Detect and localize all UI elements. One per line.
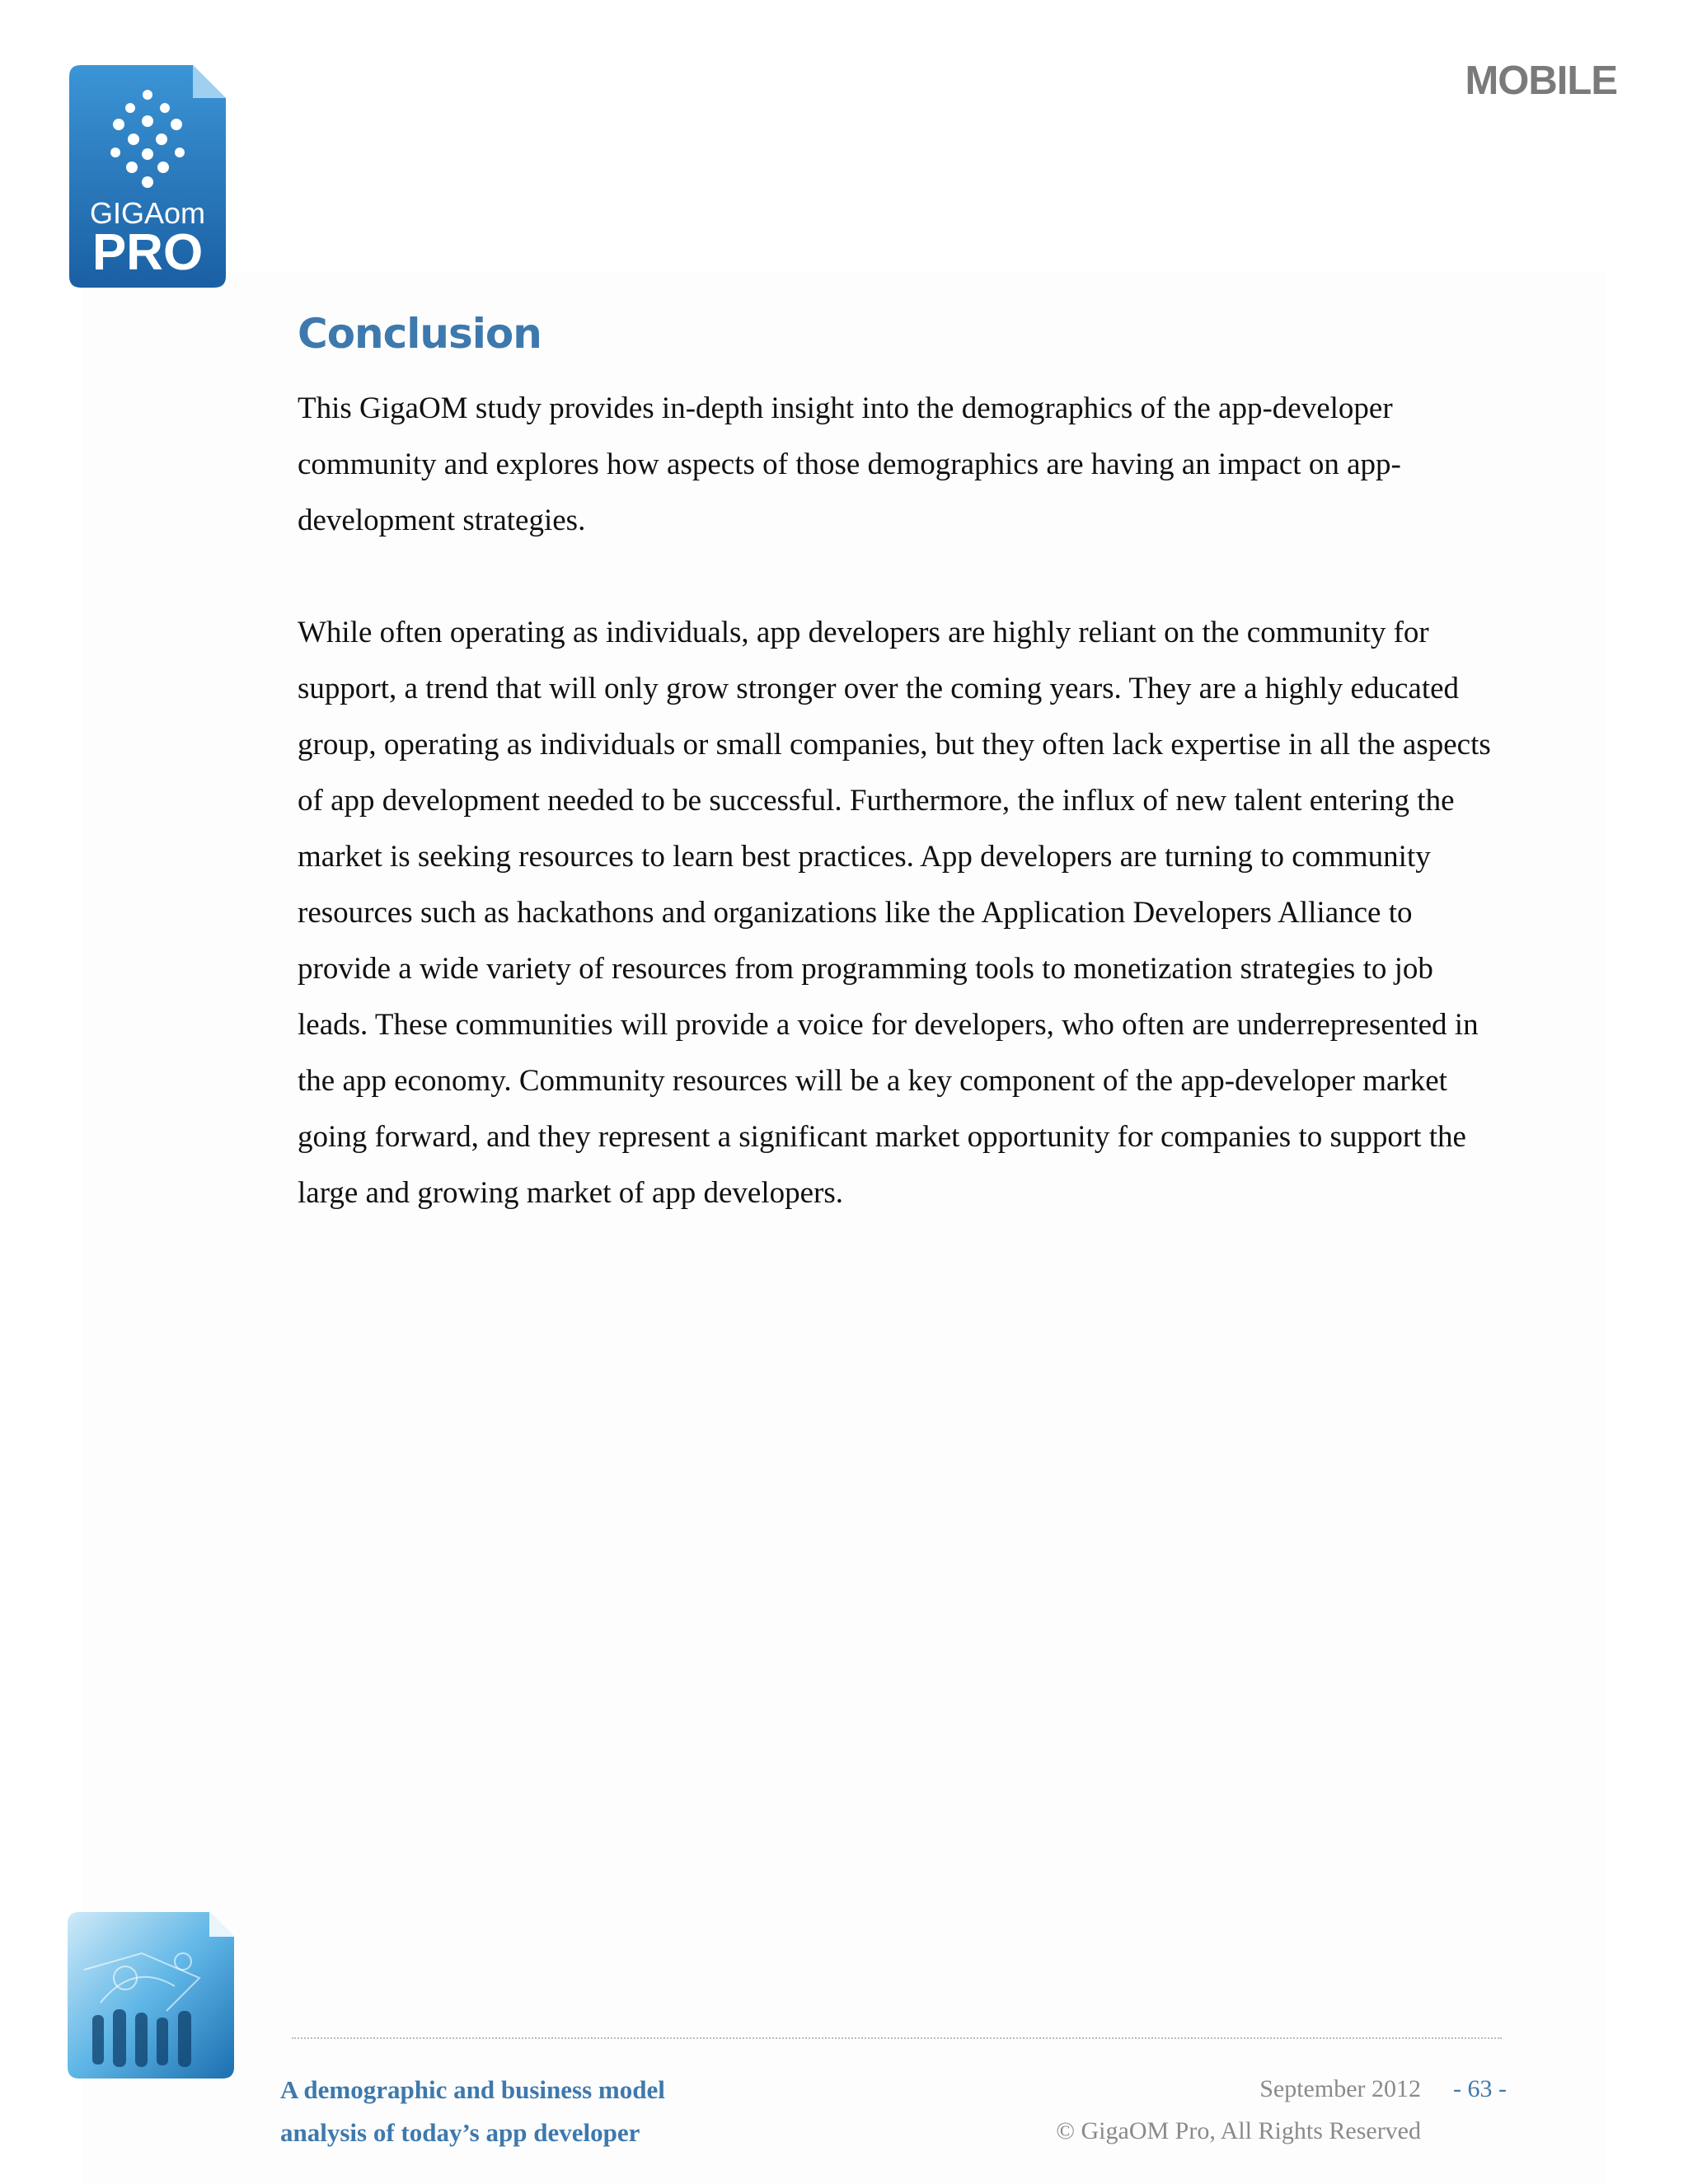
page-number: - 63 - [1453, 2075, 1507, 2102]
logo-wordmark-bottom: PRO [91, 224, 204, 281]
paragraph: While often operating as individuals, app developers are highly reliant on the community for support, a trend that will only grow stronger over the coming years. They are a highly educated group, operating as individuals or small companies, but they often lack expertise in all the aspects of app development needed to be successful. Furthermore, the influx of new talent entering the market is seeking resources to learn best practices. App developers are turning to community resources such as hackathons and organizations like the Application Developers Alliance to provide a wide variety of resources from programming tools to monetization strategies to job leads. These communities will provide a voice for developers, who often are underrepresented in the app economy. Community resources will be a key component of the app-developer market going forward, and they represent a significant market opportunity for companies to support the large and growing market of app developers. [298, 616, 1491, 1210]
footer-title-line: A demographic and business model [280, 2075, 665, 2104]
logo-wordmark-top: GIGAom [89, 196, 206, 230]
footer-title-line: analysis of today’s app developer [280, 2118, 640, 2147]
gigaom-pro-logo [69, 65, 226, 288]
body-text [298, 381, 1493, 1221]
section-label: MOBILE [1465, 59, 1617, 103]
page-title: Conclusion [298, 310, 542, 358]
footer-date: September 2012 [1259, 2075, 1421, 2102]
paragraph: This GigaOM study provides in-depth insight into the demographics of the app-developer community and explores how aspects of those demographics are having an impact on app-development strategies. [298, 391, 1401, 537]
report-thumbnail-image [68, 1912, 234, 2079]
footer-divider [292, 2037, 1502, 2039]
footer-copyright: © GigaOM Pro, All Rights Reserved [1056, 2117, 1421, 2144]
footer-report-title [280, 2069, 665, 2154]
